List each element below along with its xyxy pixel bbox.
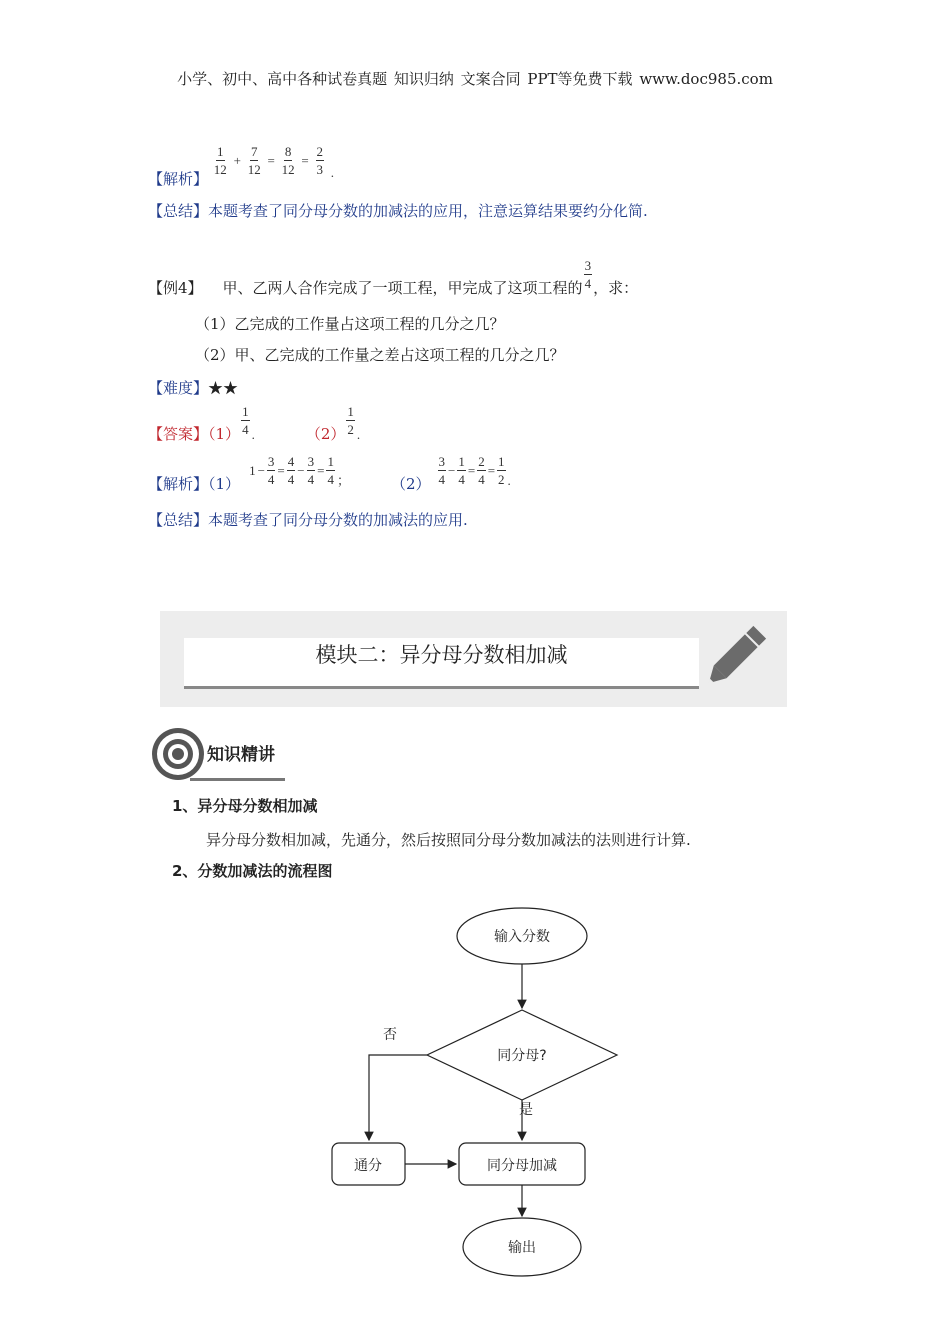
minus-sign: −	[448, 462, 456, 478]
summary-text: 本题考查了同分母分数的加减法的应用.	[208, 511, 468, 529]
period: .	[507, 472, 511, 488]
output-label: 输出	[508, 1240, 536, 1256]
target-icon	[150, 726, 206, 782]
example4-summary-line	[148, 509, 468, 530]
fraction: $\frac{3}{4}$	[584, 258, 592, 291]
decision-label: 同分母?	[497, 1048, 547, 1064]
knowledge-title: 知识精讲	[207, 745, 275, 765]
equals-sign: =	[317, 462, 325, 478]
summary-text: 本题考查了同分母分数的加减法的应用，注意运算结果要约分化简.	[208, 202, 648, 220]
fraction: $\frac{3}{4}$	[307, 454, 315, 487]
summary-tag: 【总结】	[148, 511, 209, 529]
difficulty-line	[148, 377, 238, 398]
item1-title: 1、异分母分数相加减	[172, 797, 318, 815]
start-label: 输入分数	[494, 929, 550, 945]
equals-sign: =	[487, 462, 496, 478]
prev-summary-line	[148, 200, 648, 221]
answer-tag: 【答案】	[148, 424, 209, 443]
example4-line	[148, 258, 639, 297]
fraction: $\frac{1}{4}$	[458, 454, 465, 487]
fraction: $\frac{1}{2}$	[347, 404, 354, 437]
page-header: 小学、初中、高中各种试卷真题 知识归纳 文案合同 PPT等免费下载 www.doc985.com	[177, 70, 773, 88]
question-1: （1）乙完成的工作量占这项工程的几分之几？	[195, 315, 505, 333]
fraction: $\frac{1}{4}$	[242, 404, 249, 437]
difficulty-stars: ★★	[208, 379, 239, 397]
example-text-end: ，求：	[593, 278, 639, 297]
fraction: $\frac{7}{12}$	[247, 144, 261, 177]
flowchart	[320, 900, 630, 1285]
analysis-tag: 【解析】	[148, 474, 209, 493]
prev-analysis-line	[148, 144, 335, 188]
module-title: 模块二：异分母分数相加减	[315, 643, 568, 667]
semicolon: ；	[336, 472, 350, 488]
period: .	[251, 426, 255, 442]
no-label: 否	[383, 1027, 397, 1043]
answer-part2-label: （2）	[305, 424, 346, 443]
equals-sign: =	[267, 152, 275, 168]
yes-label: 是	[519, 1102, 533, 1118]
answer-line	[148, 404, 361, 443]
minus-sign: −	[297, 462, 305, 478]
example4-analysis-line	[148, 454, 512, 493]
equals-sign: =	[467, 462, 476, 478]
pencil-icon	[694, 618, 776, 696]
equals-sign: =	[277, 462, 285, 478]
period: .	[330, 164, 335, 180]
fraction: $\frac{1}{4}$	[327, 454, 334, 487]
period: .	[356, 426, 361, 442]
fraction: $\frac{3}{4}$	[438, 454, 445, 487]
example-tag: 【例4】	[148, 278, 203, 297]
number-one: 1	[249, 462, 256, 478]
item2-title: 2、分数加减法的流程图	[172, 862, 333, 880]
arrow-no	[369, 1055, 427, 1140]
title-underline	[190, 778, 285, 781]
add-label: 同分母加减	[487, 1158, 557, 1174]
summary-tag: 【总结】	[148, 202, 209, 220]
difficulty-tag: 【难度】	[148, 379, 209, 397]
fraction: $\frac{4}{4}$	[287, 454, 295, 487]
minus-sign: −	[257, 462, 265, 478]
fraction: $\frac{3}{4}$	[267, 454, 275, 487]
convert-label: 通分	[354, 1158, 382, 1174]
question-2: （2）甲、乙完成的工作量之差占这项工程的几分之几？	[195, 346, 565, 364]
fraction: $\frac{1}{12}$	[213, 144, 227, 177]
fraction: $\frac{2}{3}$	[316, 144, 324, 177]
analysis-part1-label: （1）	[208, 474, 241, 493]
analysis-tag: 【解析】	[148, 170, 209, 188]
fraction: $\frac{2}{4}$	[478, 454, 485, 487]
fraction: $\frac{8}{12}$	[281, 144, 295, 177]
fraction: $\frac{1}{2}$	[498, 454, 505, 487]
item1-text: 异分母分数相加减，先通分，然后按照同分母分数加减法的法则进行计算.	[206, 831, 691, 849]
analysis-part2-label: （2）	[390, 474, 431, 493]
example-text: 甲、乙两人合作完成了一项工程，甲完成了这项工程的	[222, 278, 583, 297]
plus-sign: +	[233, 152, 241, 168]
answer-part1-label: （1）	[208, 424, 241, 443]
equals-sign: =	[301, 152, 309, 168]
